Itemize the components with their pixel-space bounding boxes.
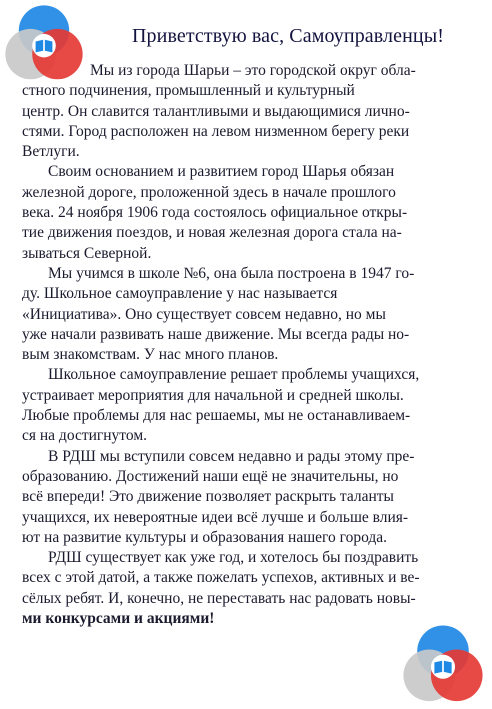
text-line: ду. Школьное самоуправление у нас называется bbox=[22, 285, 338, 303]
letter-body bbox=[22, 61, 484, 629]
text-line: зываться Северной. bbox=[22, 244, 152, 262]
paragraph bbox=[22, 548, 484, 629]
text-line: стного подчинения, промышленный и культурный bbox=[22, 82, 355, 100]
text-line: Мы учимся в школе №6, она была построена в 1947 го- bbox=[48, 264, 415, 282]
text-line: центр. Он славится талантливыми и выдающимися лично- bbox=[22, 102, 410, 120]
text-line: Ветлуги. bbox=[22, 143, 80, 161]
text-line: Своим основанием и развитием город Шарья обязан bbox=[48, 163, 395, 181]
paragraph bbox=[22, 447, 484, 548]
text-line: Любые проблемы для нас решаемы, мы не останавливаем- bbox=[22, 407, 411, 425]
text-line: ми конкурсами и акциями! bbox=[22, 610, 215, 628]
text-line: «Инициатива». Оно существует совсем недавно, но мы bbox=[22, 305, 386, 323]
text-line: стями. Город расположен на левом низменном берегу реки bbox=[22, 122, 410, 140]
text-line: тие движения поездов, и новая железная дорога стала на- bbox=[22, 224, 402, 242]
text-line: В РДШ мы вступили совсем недавно и рады этому пре- bbox=[48, 447, 415, 465]
text-line: РДШ существует как уже год, и хотелось бы поздравить bbox=[48, 549, 419, 567]
paragraph bbox=[22, 61, 484, 162]
text-line: ся на достигнутом. bbox=[22, 427, 148, 445]
text-line: ют на развитие культуры и образования нашего города. bbox=[22, 528, 388, 546]
text-line: века. 24 ноября 1906 года состоялось официальное откры- bbox=[22, 204, 408, 222]
rdsh-logo-bottom bbox=[400, 622, 486, 708]
greeting-title: Приветствую вас, Самоуправленцы! bbox=[132, 25, 445, 47]
text-line: образованию. Достижений наши ещё не значительны, но bbox=[22, 467, 399, 485]
paragraph bbox=[22, 365, 484, 446]
paragraph bbox=[22, 264, 484, 365]
text-line: устраивает мероприятия для начальной и средней школы. bbox=[22, 386, 404, 404]
text-line: уже начали развивать наше движение. Мы всегда рады но- bbox=[22, 325, 410, 343]
text-line: сёлых ребят. И, конечно, не переставать нас радовать новы- bbox=[22, 589, 416, 607]
text-line: железной дороге, проложенной здесь в начале прошлого bbox=[22, 183, 396, 201]
text-line: вым знакомствам. У нас много планов. bbox=[22, 346, 279, 364]
text-line: всех с этой датой, а также пожелать успехов, активных и ве- bbox=[22, 569, 420, 587]
paragraph bbox=[22, 162, 484, 263]
text-line: Школьное самоуправление решает проблемы учащихся, bbox=[48, 366, 420, 384]
text-line: учащихся, их невероятные идеи всё лучше и больше влия- bbox=[22, 508, 409, 526]
text-line: всё впереди! Это движение позволяет раскрыть таланты bbox=[22, 488, 394, 506]
text-line: Мы из города Шарьи – это городской округ обла- bbox=[90, 62, 416, 79]
